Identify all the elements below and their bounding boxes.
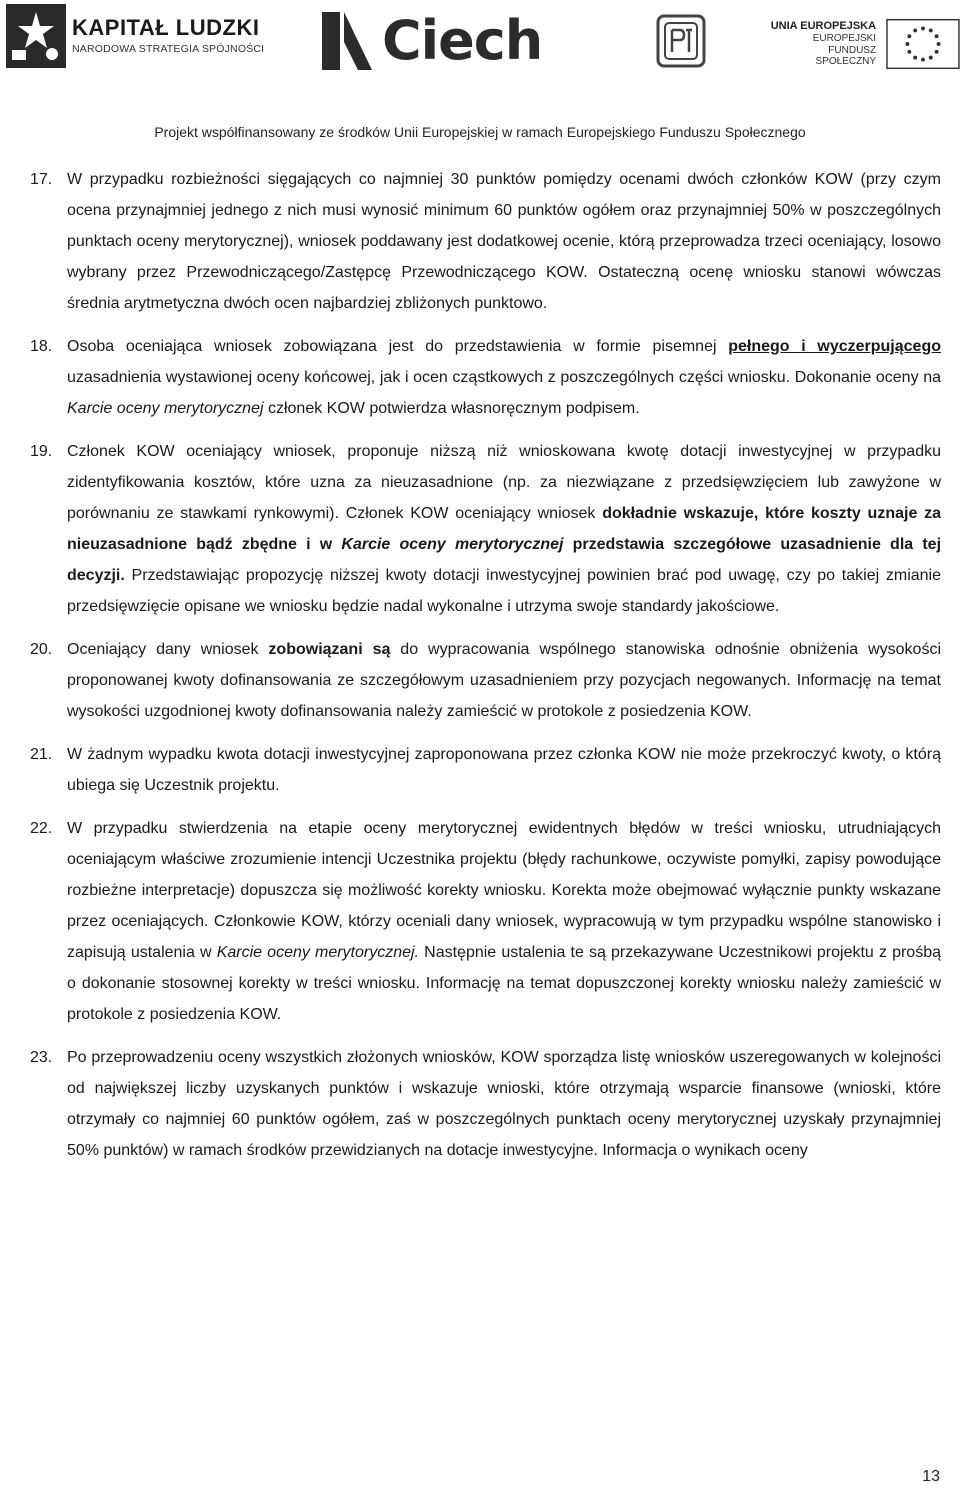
list-item-21 bbox=[30, 739, 941, 801]
kapital-ludzki-emblem-icon bbox=[6, 4, 66, 68]
item-text: Członek KOW oceniający wniosek, proponuje niższą niż wnioskowana kwotę dotacji inwestycyjnej w przypadku zidentyfikowania kosztów, które uzna za nieuzasadnione (np. za niezwiązane z przedsięwzięciem lub zawyżone w porównaniu ze stawkami rynkowymi). Członek KOW oceniający wniosek dokładnie wskazuje, które koszty uznaje za nieuzasadnione bądź zbędne i w Karcie oceny merytorycznej przedstawia szczegółowe uzasadnienie dla tej decyzji. Przedstawiając propozycję niższej kwoty dotacji inwestycyjnej powinien brać pod uwagę, czy po takiej zmianie przedsięwzięcie opisane we wniosku będzie nadal wykonalne i utrzyma swoje standardy jakościowe. bbox=[67, 443, 942, 615]
page-number: 13 bbox=[922, 1468, 940, 1485]
eu-title: UNIA EUROPEJSKA bbox=[770, 20, 877, 33]
item-number: 19. bbox=[30, 443, 53, 460]
eu-logo bbox=[768, 18, 960, 70]
eu-fund-line1: EUROPEJSKI bbox=[812, 33, 877, 45]
ciech-logo bbox=[322, 10, 542, 72]
ciech-wordmark: Ciech bbox=[382, 9, 543, 72]
item-number: 21. bbox=[30, 746, 53, 763]
header-logos bbox=[0, 0, 960, 110]
document-body bbox=[30, 164, 941, 1178]
kapital-ludzki-subtitle: NARODOWA STRATEGIA SPÓJNOŚCI bbox=[72, 43, 265, 56]
item-text: W przypadku stwierdzenia na etapie oceny merytorycznej ewidentnych błędów w treści wniosku, utrudniających oceniającym właściwe zrozumienie intencji Uczestnika projektu (błędy rachunkowe, oczywiste pomyłki, zapisy powodujące rozbieżne interpretacje) dopuszcza się możliwość korekty wniosku. Korekta może obejmować wyłącznie punkty wskazane przez oceniających. Członkowie KOW, którzy oceniali dany wniosek, wypracowują w tym przypadku wspólne stanowisko i zapisują ustalenia w Karcie oceny merytorycznej. Następnie ustalenia te są przekazywane Uczestnikowi projektu z prośbą o dokonanie stosownej korekty w treści wniosku. Informację na temat dopuszczonej korekty wniosku należy zamieścić w protokole z posiedzenia KOW. bbox=[67, 820, 941, 1023]
item-number: 23. bbox=[30, 1049, 53, 1066]
eu-fund-line2: FUNDUSZ SPOŁECZNY bbox=[815, 44, 877, 68]
item-number: 22. bbox=[30, 820, 53, 837]
item-text: Oceniający dany wniosek zobowiązani są do wypracowania wspólnego stanowiska odnośnie obniżenia wysokości proponowanej kwoty dofinansowania ze szczegółowym uzasadnieniem przy pozycjach negowanych. Informację na temat wysokości uzgodnionej kwoty dofinansowania należy zamieścić w protokole z posiedzenia KOW. bbox=[67, 641, 942, 720]
list-item-19 bbox=[30, 436, 941, 622]
kapital-ludzki-title: KAPITAŁ LUDZKI bbox=[72, 15, 260, 41]
item-text: W przypadku rozbieżności sięgających co najmniej 30 punktów pomiędzy ocenami dwóch członków KOW (przy czym ocena przynajmniej jednego z nich musi wynosić minimum 60 punktów ogółem oraz przynajmniej 50% w poszczególnych punktach oceny merytorycznej), wniosek poddawany jest dodatkowej ocenie, którą przeprowadza trzeci oceniający, losowo wybrany przez Przewodniczącego/Zastępcę Przewodniczącego KOW. Ostateczną ocenę wniosku stanowi wówczas średnia arytmetyczna dwóch ocen najbardziej zbliżonych punktowo. bbox=[67, 171, 941, 312]
list-item-17 bbox=[30, 164, 941, 319]
list-item-23 bbox=[30, 1042, 941, 1166]
eu-flag-icon bbox=[886, 18, 960, 70]
pte-emblem-icon bbox=[656, 14, 706, 68]
item-text: Po przeprowadzeniu oceny wszystkich złożonych wniosków, KOW sporządza listę wniosków uszeregowanych w kolejności od największej liczby uzyskanych punktów i wskazuje wnioski, które otrzymają wsparcie finansowe (wnioski, które otrzymały co najmniej 60 punktów ogółem, zaś w poszczególnych punktach oceny merytorycznej uzyskały przynajmniej 50% punktów) w ramach środków przewidzianych na dotacje inwestycyjne. Informacja o wynikach oceny bbox=[67, 1049, 941, 1159]
item-number: 18. bbox=[30, 338, 53, 355]
cofinancing-subtitle: Projekt współfinansowany ze środków Unii Europejskiej w ramach Europejskiego Funduszu Społecznego bbox=[154, 124, 806, 140]
item-text: W żadnym wypadku kwota dotacji inwestycyjnej zaproponowana przez członka KOW nie może przekroczyć kwoty, o którą ubiega się Uczestnik projektu. bbox=[67, 746, 941, 794]
item-number: 20. bbox=[30, 641, 53, 658]
item-number: 17. bbox=[30, 171, 53, 188]
list-item-22 bbox=[30, 813, 941, 1030]
list-item-18 bbox=[30, 331, 941, 424]
kapital-ludzki-logo bbox=[6, 4, 264, 68]
pte-logo bbox=[656, 14, 706, 68]
list-item-20 bbox=[30, 634, 941, 727]
item-text: Osoba oceniająca wniosek zobowiązana jest do przedstawienia w formie pisemnej pełnego i wyczerpującego uzasadnienia wystawionej oceny końcowej, jak i ocen cząstkowych z poszczególnych części wniosku. Dokonanie oceny na Karcie oceny merytorycznej członek KOW potwierdza własnoręcznym podpisem. bbox=[67, 338, 941, 417]
ciech-emblem-icon bbox=[322, 12, 372, 70]
